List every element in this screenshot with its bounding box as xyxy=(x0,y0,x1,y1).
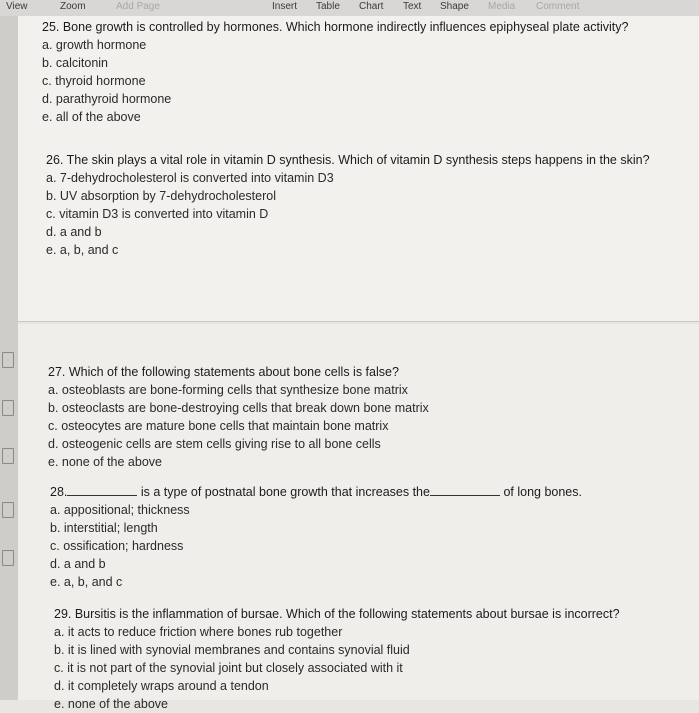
answer-option: b. osteoclasts are bone-destroying cells that break down bone matrix xyxy=(48,401,429,415)
thumbnail-marker[interactable] xyxy=(2,550,14,566)
question-number: 28. xyxy=(50,485,68,499)
answer-option: d. parathyroid hormone xyxy=(42,92,172,106)
answer-option: c. vitamin D3 is converted into vitamin D xyxy=(46,207,269,221)
toolbar-zoom[interactable]: Zoom xyxy=(60,1,86,12)
answer-option: c. osteocytes are mature bone cells that maintain bone matrix xyxy=(48,419,389,433)
question-25[interactable] xyxy=(42,18,628,126)
answer-option: b. it is lined with synovial membranes and contains synovial fluid xyxy=(54,643,410,657)
question-stem-end: of long bones. xyxy=(503,485,582,499)
question-27[interactable] xyxy=(48,363,429,471)
thumbnail-marker[interactable] xyxy=(2,502,14,518)
toolbar-text[interactable]: Text xyxy=(403,1,422,12)
toolbar-media[interactable]: Media xyxy=(488,1,516,12)
answer-option: b. interstitial; length xyxy=(50,521,158,535)
question-stem: 25. Bone growth is controlled by hormones. Which hormone indirectly influences epiphyseal plate activity? xyxy=(42,20,629,34)
answer-option: d. osteogenic cells are stem cells giving rise to all bone cells xyxy=(48,437,381,451)
toolbar-table[interactable]: Table xyxy=(316,1,340,12)
answer-option: d. it completely wraps around a tendon xyxy=(54,679,269,693)
toolbar-shape[interactable]: Shape xyxy=(440,1,469,12)
answer-blank[interactable] xyxy=(430,484,500,496)
answer-option: a. osteoblasts are bone-forming cells that synthesize bone matrix xyxy=(48,383,408,397)
question-stem xyxy=(50,483,582,501)
answer-option: a. it acts to reduce friction where bones rub together xyxy=(54,625,343,639)
page-thumbnail-gutter xyxy=(0,16,18,700)
answer-option: d. a and b xyxy=(50,557,106,571)
answer-option: a. growth hormone xyxy=(42,38,147,52)
answer-option: e. a, b, and c xyxy=(50,575,123,589)
question-stem-middle: is a type of postnatal bone growth that increases the xyxy=(140,485,430,499)
question-stem: 27. Which of the following statements about bone cells is false? xyxy=(48,365,399,379)
question-26[interactable] xyxy=(46,151,650,259)
answer-option: c. it is not part of the synovial joint but closely associated with it xyxy=(54,661,403,675)
app-toolbar xyxy=(0,0,699,17)
toolbar-view[interactable]: View xyxy=(6,1,28,12)
answer-option: e. a, b, and c xyxy=(46,243,119,257)
question-29[interactable] xyxy=(54,605,620,713)
answer-option: e. none of the above xyxy=(54,697,168,711)
thumbnail-marker[interactable] xyxy=(2,352,14,368)
toolbar-chart[interactable]: Chart xyxy=(359,1,384,12)
answer-option: e. all of the above xyxy=(42,110,141,124)
answer-option: b. UV absorption by 7-dehydrocholesterol xyxy=(46,189,276,203)
toolbar-add-page[interactable]: Add Page xyxy=(116,1,160,12)
answer-option: b. calcitonin xyxy=(42,56,109,70)
toolbar-comment[interactable]: Comment xyxy=(536,1,580,12)
answer-option: e. none of the above xyxy=(48,455,162,469)
question-stem: 29. Bursitis is the inflammation of bursae. Which of the following statements about bursae is incorrect? xyxy=(54,607,620,621)
answer-option: c. ossification; hardness xyxy=(50,539,184,553)
answer-option: c. thyroid hormone xyxy=(42,74,146,88)
question-28[interactable] xyxy=(50,483,582,591)
question-stem: 26. The skin plays a vital role in vitamin D synthesis. Which of vitamin D synthesis steps happens in the skin? xyxy=(46,153,650,167)
answer-option: a. 7-dehydrocholesterol is converted into vitamin D3 xyxy=(46,171,334,185)
toolbar-insert[interactable]: Insert xyxy=(272,1,298,12)
answer-option: a. appositional; thickness xyxy=(50,503,190,517)
thumbnail-marker[interactable] xyxy=(2,400,14,416)
answer-blank[interactable] xyxy=(67,484,137,496)
thumbnail-marker[interactable] xyxy=(2,448,14,464)
answer-option: d. a and b xyxy=(46,225,102,239)
